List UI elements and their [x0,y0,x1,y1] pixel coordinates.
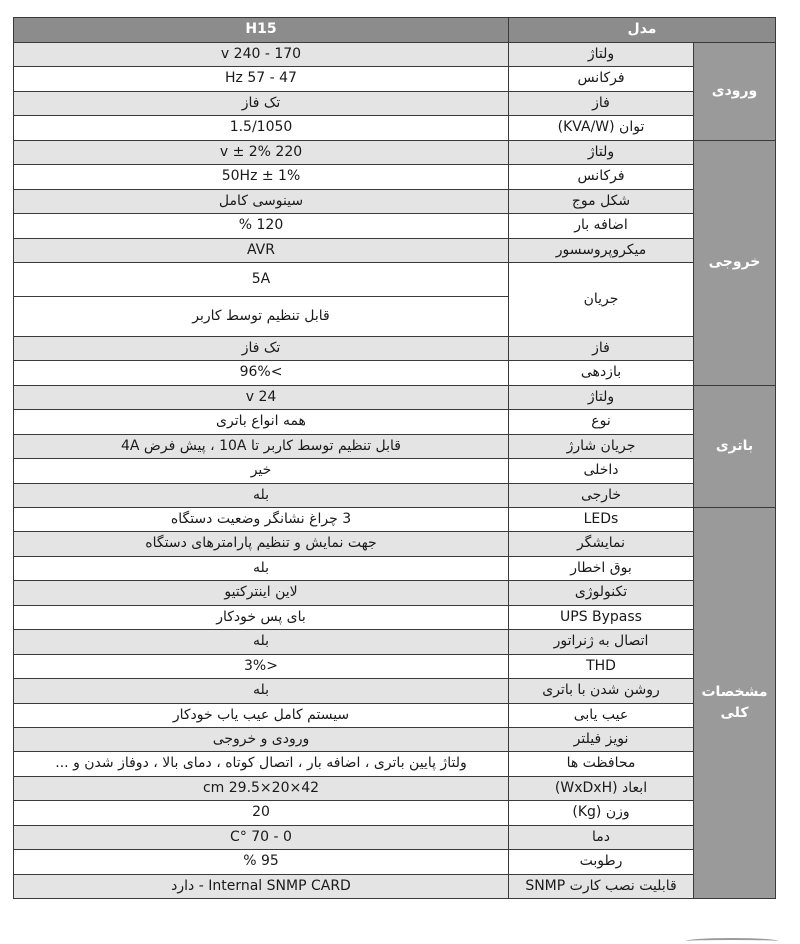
spec-parameter: اتصال به ژنراتور [509,630,694,654]
spec-parameter: ولتاژ [509,140,694,164]
spec-parameter: نویز فیلتر [509,727,694,751]
spec-parameter: ولتاژ [509,385,694,409]
spec-value: قابل تنظیم توسط کاربر تا 10A ، پیش فرض 4A [14,434,509,458]
spec-row [14,605,776,629]
spec-value-secondary: قابل تنظیم توسط کاربر [14,296,509,336]
spec-value: بله [14,679,509,703]
spec-value: 220 v ± 2% [14,140,509,164]
group-label: باتری [694,385,776,507]
spec-value: 5A [14,262,509,296]
spec-parameter: داخلی [509,459,694,483]
spec-value: 1.5/1050 [14,116,509,140]
spec-value: 50Hz ± 1% [14,165,509,189]
spec-parameter: خارجی [509,483,694,507]
spec-value: 0 - 70 °C [14,825,509,849]
spec-row [14,262,776,296]
spec-value: >96% [14,361,509,385]
spec-value: 47 - 57 Hz [14,67,509,91]
spec-row [14,654,776,678]
spec-parameter: THD [509,654,694,678]
spec-parameter: اضافه بار [509,214,694,238]
spec-parameter: عیب یابی [509,703,694,727]
spec-parameter: فرکانس [509,67,694,91]
spec-parameter: رطوبت [509,850,694,874]
spec-value: 95 % [14,850,509,874]
spec-parameter: شکل موج [509,189,694,213]
spec-parameter: LEDs [509,508,694,532]
spec-value: بای پس خودکار [14,605,509,629]
spec-parameter: ولتاژ [509,43,694,67]
spec-row [14,116,776,140]
spec-parameter: بوق اخطار [509,556,694,580]
spec-parameter: وزن (Kg) [509,801,694,825]
spec-value: جهت نمایش و تنظیم پارامترهای دستگاه [14,532,509,556]
header-row [14,18,776,43]
spec-row [14,630,776,654]
spec-row [14,238,776,262]
spec-value: سینوسی کامل [14,189,509,213]
spec-parameter: توان (KVA/W) [509,116,694,140]
spec-row [14,850,776,874]
spec-row [14,874,776,898]
group-label: مشخصات کلی [694,508,776,899]
spec-row [14,67,776,91]
spec-row [14,581,776,605]
spec-parameter: دما [509,825,694,849]
spec-row [14,703,776,727]
spec-value: لاین اینترکتیو [14,581,509,605]
group-label: خروجی [694,140,776,385]
spec-value: 3 چراغ نشانگر وضعیت دستگاه [14,508,509,532]
spec-row [14,165,776,189]
model-label: مدل [509,18,776,43]
spec-row [14,361,776,385]
spec-value: سیستم کامل عیب یاب خودکار [14,703,509,727]
spec-parameter: فاز [509,336,694,360]
spec-value: تک فاز [14,91,509,115]
spec-row [14,508,776,532]
spec-row [14,459,776,483]
spec-row [14,214,776,238]
spec-parameter: محافظت ها [509,752,694,776]
spec-parameter: قابلیت نصب کارت SNMP [509,874,694,898]
spec-row [14,727,776,751]
spec-parameter: UPS Bypass [509,605,694,629]
spec-row [14,679,776,703]
spec-parameter: بازدهی [509,361,694,385]
spec-value: ولتاژ پایین باتری ، اضافه بار ، اتصال کوتاه ، دمای بالا ، دوفاز شدن و ... [14,752,509,776]
spec-row [14,189,776,213]
spec-value: 24 v [14,385,509,409]
spec-value: 42×20×29.5 cm [14,776,509,800]
spec-parameter: فاز [509,91,694,115]
spec-parameter: جریان شارژ [509,434,694,458]
spec-row [14,336,776,360]
spec-parameter: نوع [509,410,694,434]
spec-value: خیر [14,459,509,483]
spec-row [14,556,776,580]
spec-value: 120 % [14,214,509,238]
spec-row [14,801,776,825]
spec-parameter: فرکانس [509,165,694,189]
spec-value: بله [14,630,509,654]
spec-parameter: جریان [509,262,694,336]
spec-row [14,776,776,800]
spec-row [14,483,776,507]
page-edge-mark [686,938,778,944]
spec-value: AVR [14,238,509,262]
spec-row [14,752,776,776]
spec-value: همه انواع باتری [14,410,509,434]
spec-row [14,91,776,115]
spec-row [14,825,776,849]
spec-parameter: روشن شدن با باتری [509,679,694,703]
spec-parameter: ابعاد (WxDxH) [509,776,694,800]
spec-value: ورودی و خروجی [14,727,509,751]
spec-value: Internal SNMP CARD - دارد [14,874,509,898]
spec-value: بله [14,556,509,580]
spec-value: 20 [14,801,509,825]
model-value: H15 [14,18,509,43]
spec-value: بله [14,483,509,507]
spec-value: <3% [14,654,509,678]
spec-parameter: میکروپروسسور [509,238,694,262]
spec-value: تک فاز [14,336,509,360]
spec-row [14,434,776,458]
group-label: ورودی [694,43,776,141]
spec-row [14,385,776,409]
spec-value: 170 - 240 v [14,43,509,67]
spec-row [14,43,776,67]
spec-parameter: تکنولوژی [509,581,694,605]
spec-row [14,532,776,556]
spec-row [14,140,776,164]
spec-parameter: نمایشگر [509,532,694,556]
spec-table [13,17,776,899]
spec-row [14,410,776,434]
